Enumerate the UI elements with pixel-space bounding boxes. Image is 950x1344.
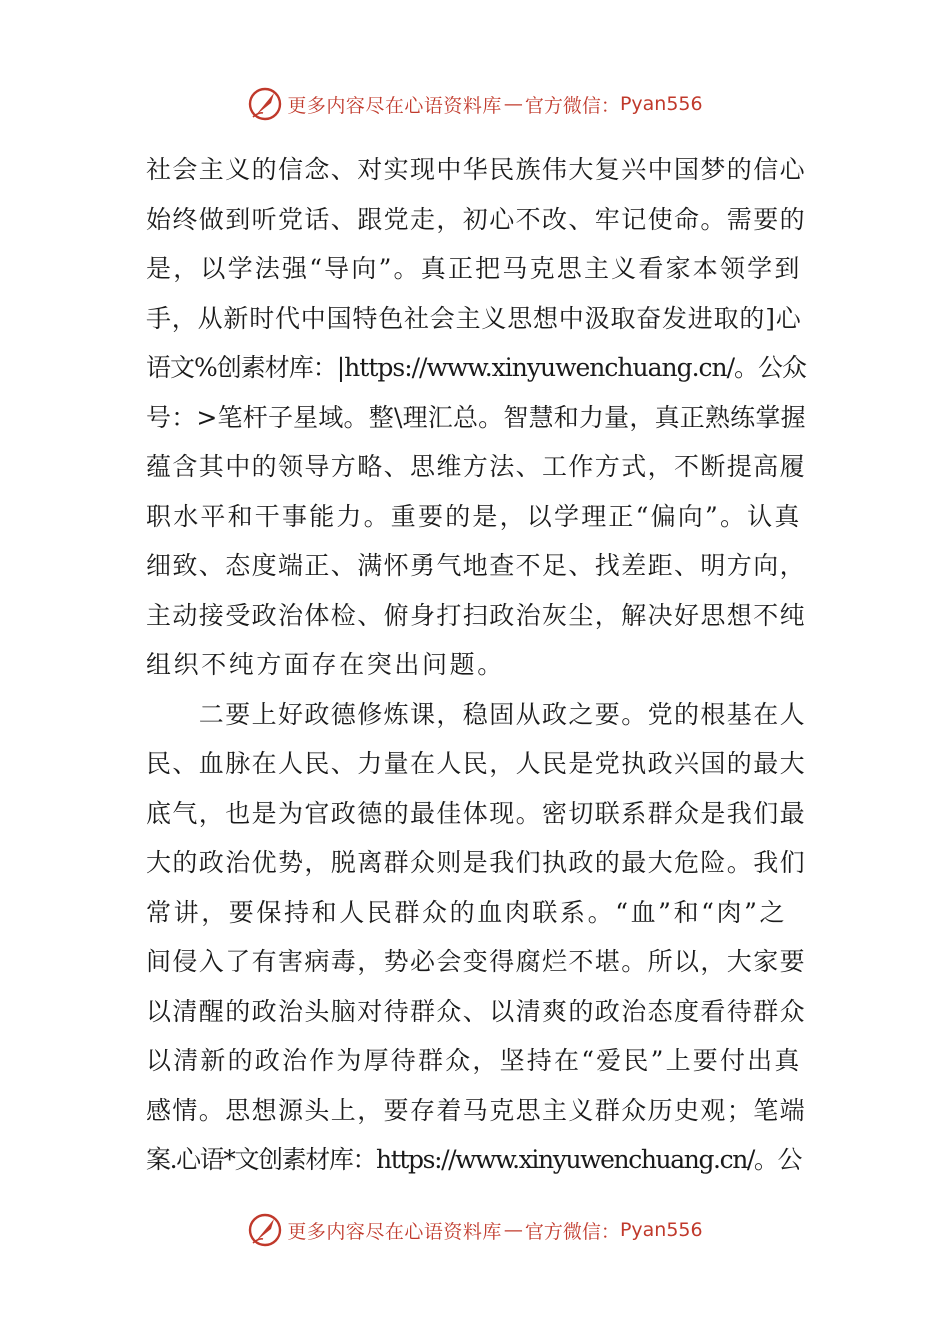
- header-wechat-label: 官方微信：: [524, 94, 620, 117]
- text-line: 蕴含其中的领导方略、思维方法、工作方式，不断提高履: [146, 452, 807, 481]
- footer-title: 更多内容尽在心语资料库: [287, 1220, 502, 1243]
- text-line: 案.心语*文创素材库：https://www.xinyuwenchuang.cn/。公: [146, 1145, 802, 1174]
- text-line: 主动接受政治体检、俯身打扫政治灰尘，解决好思想不纯: [146, 600, 807, 630]
- text-line: 感情。思想源头上，要存着马克思主义群众历史观；笔端: [146, 1095, 807, 1125]
- text-line: 职水平和干事能力。重要的是，以学理正“偏向”。认真: [146, 501, 802, 531]
- text-line: 组织不纯方面存在突出问题。: [146, 650, 505, 679]
- text-line: 以清新的政治作为厚待群众，坚持在“爱民”上要付出真: [146, 1046, 802, 1075]
- header-title: 更多内容尽在心语资料库: [287, 94, 502, 117]
- footer-wechat-id: Pyan556: [619, 1219, 703, 1241]
- text-line: 以清醒的政治头脑对待群众、以清爽的政治态度看待群众: [146, 996, 807, 1026]
- text-line: 二要上好政德修炼课，稳固从政之要。党的根基在人: [146, 699, 807, 729]
- footer-dash: —: [503, 1219, 523, 1241]
- text-line: 始终做到听党话、跟党走，初心不改、牢记使命。需要的: [146, 204, 807, 234]
- text-line: 间侵入了有害病毒，势必会变得腐烂不堪。所以，大家要: [146, 947, 807, 976]
- text-line: 是，以学法强“导向”。真正把马克思主义看家本领学到: [146, 254, 802, 283]
- text-line: 底气，也是为官政德的最佳体现。密切联系群众是我们最: [146, 798, 807, 828]
- text-line: 民、血脉在人民、力量在人民，人民是党执政兴国的最大: [146, 749, 807, 778]
- footer-wechat-label: 官方微信：: [524, 1220, 620, 1243]
- text-line: 手，从新时代中国特色社会主义思想中汲取奋发进取的]心: [146, 303, 802, 333]
- quill-logo-icon: [247, 1212, 283, 1248]
- text-line: 语文%创素材库：|https://www.xinyuwenchuang.cn/。公众: [146, 353, 807, 382]
- text-line: 社会主义的信念、对实现中华民族伟大复兴中国梦的信心: [146, 155, 807, 184]
- header-banner: [0, 84, 950, 124]
- text-line: 大的政治优势，脱离群众则是我们执政的最大危险。我们: [146, 848, 807, 877]
- footer-banner: [0, 1210, 950, 1250]
- text-line: 细致、态度端正、满怀勇气地查不足、找差距、明方向，: [146, 551, 807, 580]
- header-dash: —: [503, 93, 523, 115]
- header-wechat-id: Pyan556: [619, 93, 703, 115]
- quill-logo-icon: [247, 86, 283, 122]
- document-body: [146, 145, 806, 1185]
- text-line: 号：>笔杆子星域。整\理汇总。智慧和力量，真正熟练掌握: [146, 402, 806, 432]
- text-line: 常讲，要保持和人民群众的血肉联系。“血”和“肉”之: [146, 897, 788, 927]
